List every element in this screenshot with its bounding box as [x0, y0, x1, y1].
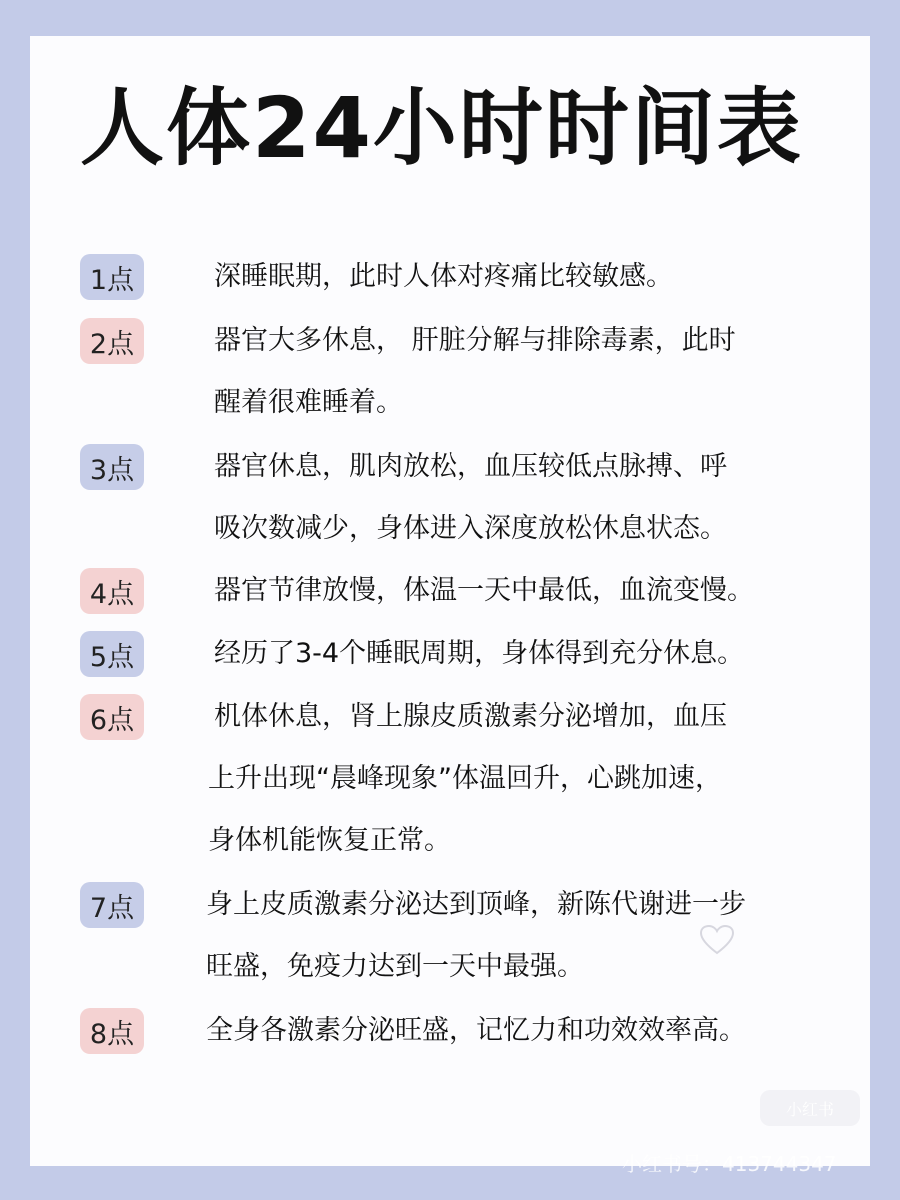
- entry-description: [214, 436, 854, 560]
- description-line: 机体休息，肾上腺皮质激素分泌增加，血压: [214, 701, 727, 732]
- description-line: 上升出现“晨峰现象”体温回升，心跳加速，: [208, 763, 722, 794]
- description-line: 全身各激素分泌旺盛，记忆力和功效效率高。: [206, 1015, 746, 1046]
- description-line: 旺盛，免疫力达到一天中最强。: [206, 951, 584, 982]
- description-line: 器官节律放慢，体温一天中最低，血流变慢。: [214, 575, 754, 606]
- entry-description: [214, 623, 854, 685]
- description-line: 深睡眠期，此时人体对疼痛比较敏感。: [214, 261, 673, 292]
- description-line: 身上皮质激素分泌达到顶峰，新陈代谢进一步: [206, 889, 746, 920]
- description-line: 醒着很难睡着。: [214, 387, 403, 418]
- watermark-id: 小红书号：413744347: [622, 1152, 837, 1176]
- entry-description: [206, 874, 846, 998]
- hour-badge: 2点: [80, 318, 144, 364]
- hour-badge: 6点: [80, 694, 144, 740]
- hour-badge: 7点: [80, 882, 144, 928]
- entry-description: [214, 560, 854, 622]
- watermark-logo: 小红书: [760, 1090, 860, 1126]
- hour-badge: 5点: [80, 631, 144, 677]
- description-line: 经历了3-4个睡眠周期，身体得到充分休息。: [214, 638, 745, 669]
- hour-badge: 1点: [80, 254, 144, 300]
- description-line: 器官休息，肌肉放松，血压较低点脉搏、呼: [214, 451, 727, 482]
- entry-description: [206, 1000, 846, 1062]
- description-line: 吸次数减少，身体进入深度放松休息状态。: [214, 513, 727, 544]
- entry-description: [214, 246, 854, 308]
- description-line: 器官大多休息， 肝脏分解与排除毒素，此时: [214, 325, 736, 356]
- page-title: 人体24小时时间表: [80, 79, 803, 177]
- hour-badge: 8点: [80, 1008, 144, 1054]
- description-line: 身体机能恢复正常。: [208, 825, 451, 856]
- entry-description: [208, 686, 854, 872]
- hour-badge: 4点: [80, 568, 144, 614]
- hour-badge: 3点: [80, 444, 144, 490]
- entry-description: [214, 310, 854, 434]
- heart-icon: [700, 925, 734, 955]
